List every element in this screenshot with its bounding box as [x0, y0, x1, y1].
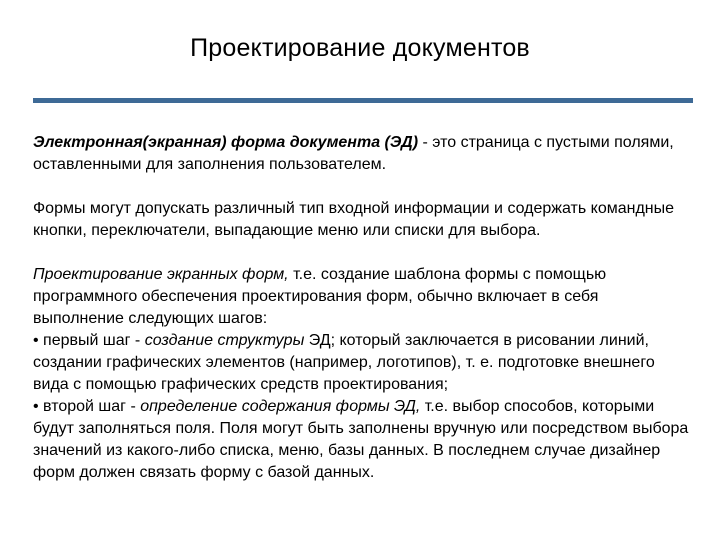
design-text: т.е. создание шаблона формы с помощью программного обеспечения проектирования форм, обычно включает в себя выполнение следующих шагов:	[33, 266, 607, 327]
slide-title: Проектирование документов	[190, 34, 530, 62]
paragraph-gap	[33, 242, 693, 264]
forms-paragraph: Формы могут допускать различный тип входной информации и содержать командные кнопки, переключатели, выпадающие меню или списки для выбора.	[33, 200, 675, 239]
step-one-term: создание структуры	[144, 332, 305, 349]
paragraph-gap	[33, 176, 693, 198]
design-term: Проектирование экранных форм,	[33, 266, 289, 283]
title-divider	[33, 98, 693, 103]
design-paragraph	[33, 264, 693, 330]
definition-text: - это страница с пустыми полями, оставленными для заполнения пользователем.	[33, 134, 674, 173]
definition-paragraph	[33, 132, 693, 176]
step-two-term: определение содержания формы ЭД,	[140, 398, 421, 415]
step-two-bullet	[33, 396, 693, 484]
slide-body	[33, 132, 693, 484]
step-one-text: ЭД; который заключается в рисовании линий, создании графических элементов (например, логотипов), т. е. подготовке внешнего вида с помощью графических средств проектирования;	[33, 332, 655, 393]
step-two-lead: • второй шаг -	[33, 398, 141, 415]
definition-term: Электронная(экранная) форма документа (ЭД)	[33, 134, 419, 151]
step-two-text: т.е. выбор способов, которыми будут заполняться поля. Поля могут быть заполнены вручную или посредством выбора значений из какого-либо списка, меню, базы данных. В последнем случае дизайнер форм должен связать форму с базой данных.	[33, 398, 689, 481]
step-one-bullet	[33, 330, 693, 396]
step-one-lead: • первый шаг -	[33, 332, 145, 349]
